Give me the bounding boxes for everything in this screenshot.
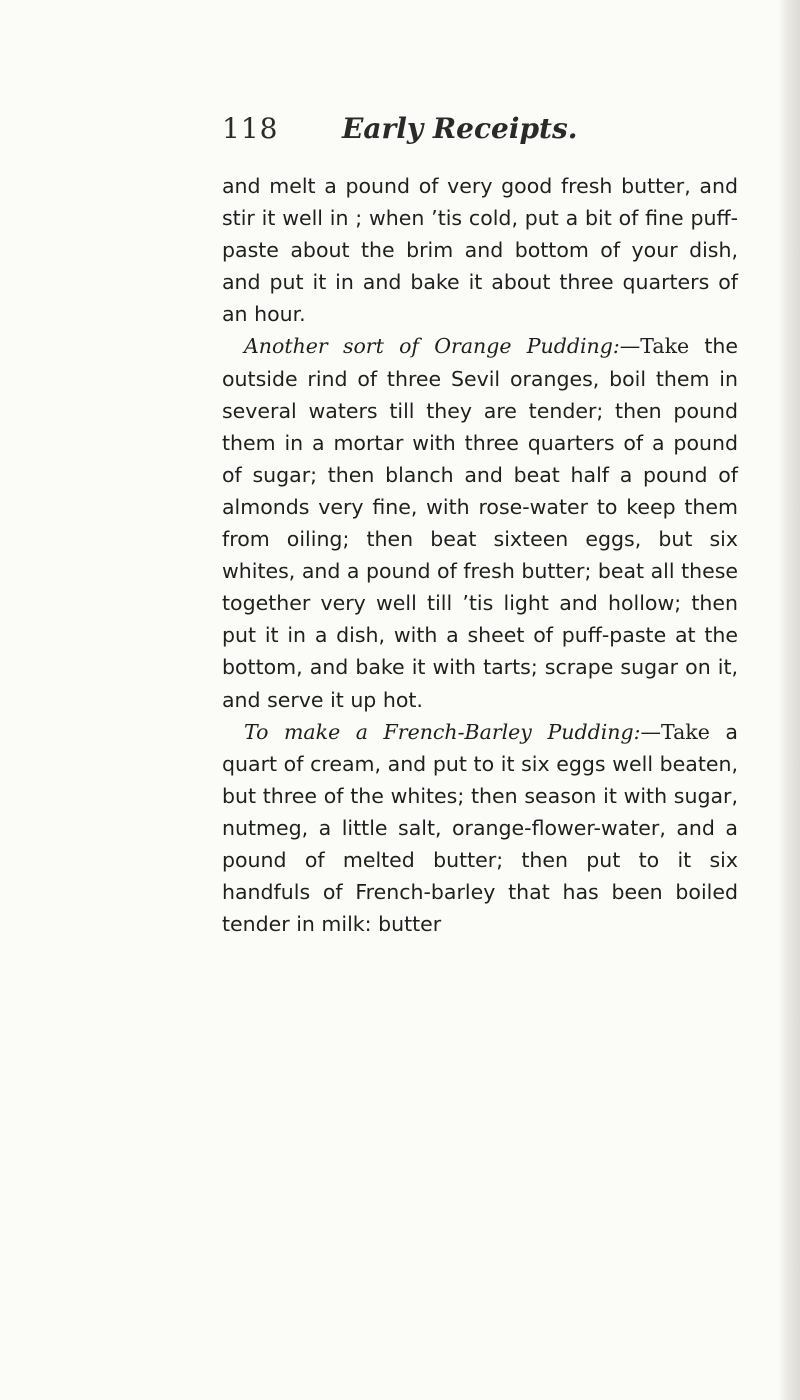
paragraph-text: and melt a pound of very good fresh butter, and stir it well in ; when ’tis cold, put a bit of fine puff-paste about the brim and bottom of your dish, and put it in and bake it about three quarters of an hour. [222, 174, 738, 327]
body-text [222, 170, 738, 940]
recipe-take: —Take [640, 719, 710, 744]
recipe-heading: To make a French-Barley Pudding: [244, 719, 641, 744]
recipe-heading: Another sort of Orange Pudding: [244, 334, 620, 359]
page-header [222, 112, 762, 156]
paragraph-orange-pudding [222, 330, 738, 715]
paragraph-continuation [222, 170, 738, 330]
running-head: Early Receipts. [342, 112, 578, 145]
page-number: 118 [222, 112, 279, 145]
paragraph-french-barley-pudding [222, 716, 738, 941]
page-edge-shadow [778, 0, 800, 1400]
paragraph-text: a quart of cream, and put to it six eggs well beaten, but three of the whites; then season it with sugar, nutmeg, a little salt, orange-flower-water, and a pound of melted butter; then put to it six handfuls of French-barley that has been boiled tender in milk: butter [222, 719, 738, 937]
recipe-take: —Take [619, 334, 690, 359]
paragraph-text: the outside rind of three Sevil oranges, boil them in several waters till they are tender; then pound them in a mortar with three quarters of a pound of sugar; then blanch and beat half a pound of almonds very fine, with rose-water to keep them from oiling; then beat sixteen eggs, but six whites, and a pound of fresh butter; beat all these together very well till ’tis light and hollow; then put it in a dish, with a sheet of puff-paste at the bottom, and bake it with tarts; scrape sugar on it, and serve it up hot. [222, 334, 739, 712]
